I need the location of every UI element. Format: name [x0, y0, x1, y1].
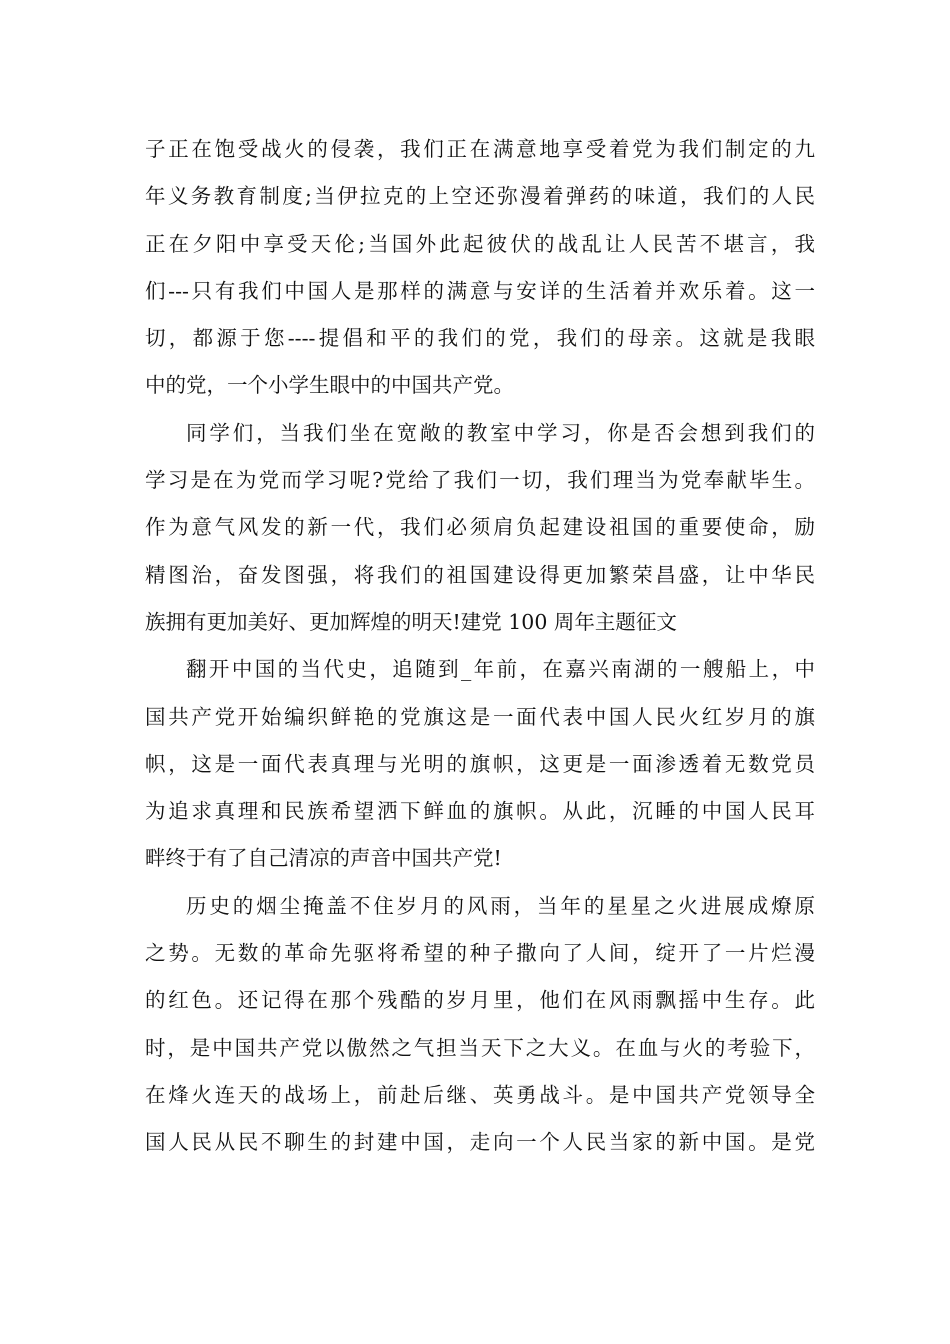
- paragraph-2: [145, 410, 815, 646]
- text-line: 为追求真理和民族希望洒下鲜血的旗帜。从此，沉睡的中国人民耳: [145, 799, 815, 824]
- text-line: 切，都源于您----提倡和平的我们的党，我们的母亲。这就是我眼: [145, 326, 815, 351]
- text-line: 子正在饱受战火的侵袭，我们正在满意地享受着党为我们制定的九: [145, 137, 815, 161]
- paragraph-4: [145, 883, 815, 1167]
- text-line: 在烽火连天的战场上，前赴后继、英勇战斗。是中国共产党领导全: [145, 1082, 815, 1107]
- paragraph-3: [145, 646, 815, 882]
- text-line: 国共产党开始编织鲜艳的党旗这是一面代表中国人民火红岁月的旗: [145, 704, 815, 729]
- paragraph-1: [145, 126, 815, 410]
- text-line: 正在夕阳中享受天伦;当国外此起彼伏的战乱让人民苦不堪言，我: [145, 231, 815, 256]
- text-line: 国人民从民不聊生的封建中国，走向一个人民当家的新中国。是党: [145, 1130, 815, 1155]
- text-line: 的红色。还记得在那个残酷的岁月里，他们在风雨飘摇中生存。此: [145, 988, 815, 1013]
- text-line: 帜，这是一面代表真理与光明的旗帜，这更是一面渗透着无数党员: [145, 751, 815, 776]
- text-line: 之势。无数的革命先驱将希望的种子撒向了人间，绽开了一片烂漫: [145, 941, 815, 966]
- text-line: 历史的烟尘掩盖不住岁月的风雨，当年的星星之火进展成燎原: [186, 893, 815, 918]
- text-line: 作为意气风发的新一代，我们必须肩负起建设祖国的重要使命，励: [145, 515, 815, 540]
- text-line: 年义务教育制度;当伊拉克的上空还弥漫着弹药的味道，我们的人民: [145, 184, 815, 209]
- body-text: [145, 126, 815, 1167]
- text-line: 畔终于有了自己清凉的声音中国共产党!: [145, 846, 502, 871]
- text-line: 时，是中国共产党以傲然之气担当天下之大义。在血与火的考验下，: [145, 1035, 815, 1060]
- text-line: 精图治，奋发图强，将我们的祖国建设得更加繁荣昌盛，让中华民: [145, 562, 815, 587]
- text-line: 学习是在为党而学习呢?党给了我们一切，我们理当为党奉献毕生。: [145, 468, 815, 493]
- text-line: 同学们，当我们坐在宽敞的教室中学习，你是否会想到我们的: [186, 420, 815, 445]
- text-line: 翻开中国的当代史，追随到_年前，在嘉兴南湖的一艘船上，中: [186, 657, 815, 682]
- text-line: 中的党，一个小学生眼中的中国共产党。: [145, 373, 514, 398]
- text-line: 们---只有我们中国人是那样的满意与安详的生活着并欢乐着。这一: [145, 278, 815, 303]
- text-line: 族拥有更加美好、更加辉煌的明天!建党 100 周年主题征文: [145, 609, 677, 634]
